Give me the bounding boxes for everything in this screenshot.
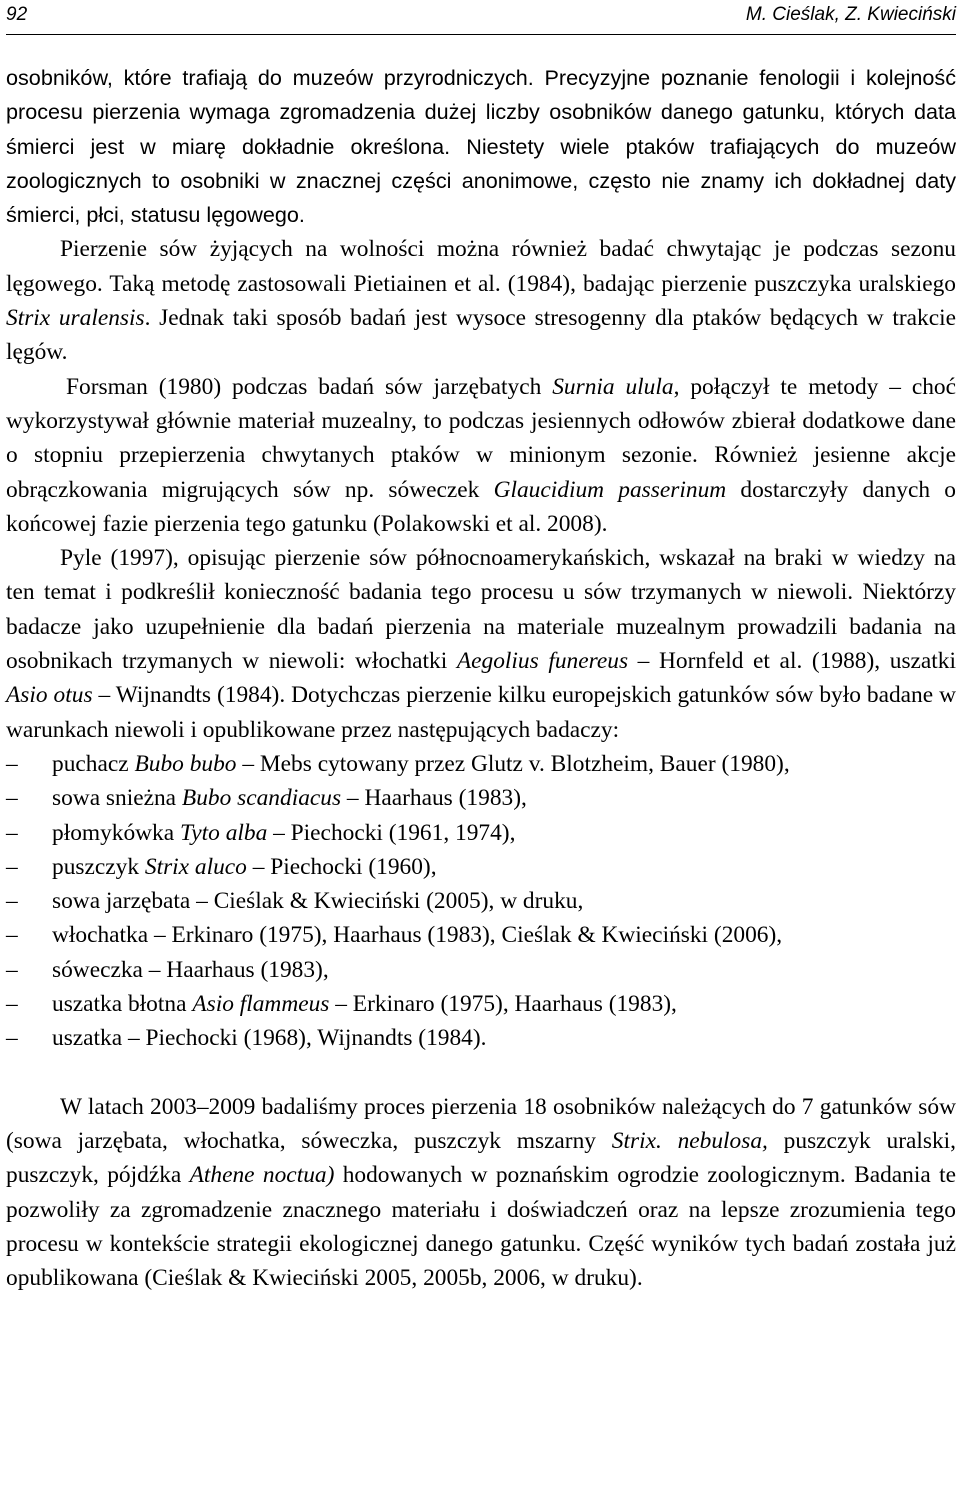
p5-species-1: Strix. nebulosa,: [611, 1127, 768, 1154]
list-item-text: puszczyk: [52, 853, 145, 880]
list-item-species: Asio flammeus: [192, 991, 330, 1018]
paragraph-4: [6, 541, 956, 747]
p5-text-c: puszczyk uralski, puszczyk, pójdźka: [6, 1127, 957, 1189]
paragraph-5: [6, 1090, 956, 1296]
list-item-text: sowa jarzębata – Cieślak & Kwieciński (2005), w druku,: [52, 888, 584, 915]
list-item-species: Tyto alba: [180, 819, 268, 846]
p4-text-c: – Hornfeld et al. (1988), uszatki: [628, 648, 956, 675]
list-item-species: Strix aluco: [144, 853, 247, 880]
list-item-text: puchacz: [52, 750, 135, 777]
p2-text-c: . Jednak taki sposób badań jest wysoce stresogenny dla ptaków będących w trakcie lęgów.: [6, 305, 956, 366]
list-dash: –: [6, 991, 18, 1018]
list-item: [6, 781, 956, 815]
list-item: [6, 1021, 956, 1055]
list-item-text: płomykówka: [52, 819, 180, 846]
p2-text-a: Pierzenie sów żyjących na wolności można również badać chwytając je podczas sezonu lęgowego. Taką metodę zastosowali Pietiainen et al. (1984), badając pierzenie puszczyka uralskiego: [6, 236, 956, 297]
list-item-ref: – Mebs cytowany przez Glutz v. Blotzheim, Bauer (1980),: [236, 750, 790, 777]
list-item-ref: – Piechocki (1960),: [246, 853, 437, 880]
paragraph-1: [6, 61, 956, 232]
running-head: M. Cieślak, Z. Kwieciński: [745, 4, 956, 25]
list-item: [6, 918, 956, 952]
p4-species-2: Asio otus: [6, 682, 93, 709]
page-header: [6, 0, 956, 35]
list-item: [6, 747, 956, 781]
paragraph-gap: [6, 1056, 956, 1090]
list-item-text: sowa snieżna: [52, 785, 182, 812]
list-item-ref: – Piechocki (1961, 1974),: [267, 819, 516, 846]
p5-text-a: W latach 2003–2009 badaliśmy proces pierzenia 18 osobników należących do 7 gatunków sów (sowa jarzębata, włochatka, sóweczka, puszczyk mszarny: [6, 1093, 956, 1154]
p3-text-c: , połączył te metody – choć wykorzystywał głównie materiał muzealny, to podczas jesiennych odłowów zbierał dodatkowe dane o stopniu przepierzenia chwytanych ptaków w minionym sezonie. Również jesienne akcje obrączkowania migrujących sów np. sóweczek: [6, 373, 956, 503]
p3-text-a: Forsman (1980) podczas badań sów jarzębatych: [66, 373, 553, 400]
list-dash: –: [6, 785, 18, 812]
p4-text-a: Pyle (1997), opisując pierzenie sów północnoamerykańskich, wskazał na braki w wiedzy na ten temat i podkreślił konieczność badania tego procesu u sów trzymanych w niewoli. Niektórzy badacze jako uzupełnienie dla badań pierzenia na materiale muzealnym prowadzili badania na osobnikach trzymanych w niewoli: włochatki: [6, 545, 956, 675]
list-item-species: Bubo scandiacus: [181, 785, 342, 812]
list-dash: –: [6, 956, 18, 983]
body-text: [6, 61, 956, 1295]
list-item: [6, 850, 956, 884]
p2-species: Strix uralensis: [6, 305, 145, 332]
list-dash: –: [6, 1025, 18, 1052]
p3-species-1: Surnia ulula: [552, 373, 674, 400]
list-dash: –: [6, 922, 18, 949]
list-item-text: uszatka błotna: [52, 991, 193, 1018]
paragraph-2: [6, 232, 956, 369]
list-item: [6, 987, 956, 1021]
list-item: [6, 953, 956, 987]
p5-text-e: hodowanych w poznańskim ogrodzie zoologicznym. Badania te pozwoliły za zgromadzenie znacznego materiału i doświadczeń oraz na lepsze zrozumienia tego procesu w kontekście strategii ekologicznej danego gatunku. Część wyników tych badań została już opublikowana (Cieślak & Kwieciński 2005, 2005b, 2006, w druku).: [6, 1162, 956, 1292]
list-item-text: włochatka – Erkinaro (1975), Haarhaus (1983), Cieślak & Kwieciński (2006),: [52, 922, 783, 949]
list-item-ref: – Haarhaus (1983),: [341, 785, 527, 812]
paragraph-3: [6, 370, 956, 541]
p4-species-1: Aegolius funereus: [456, 648, 629, 675]
p3-text-e: dostarczyły danych o końcowej fazie pierzenia tego gatunku (Polakowski et al. 2008).: [6, 476, 956, 537]
list-item-text: uszatka – Piechocki (1968), Wijnandts (1984).: [52, 1025, 487, 1052]
list-item: [6, 884, 956, 918]
list-item-species: Bubo bubo: [134, 750, 237, 777]
list-item-ref: – Erkinaro (1975), Haarhaus (1983),: [329, 991, 677, 1018]
list-dash: –: [6, 888, 18, 915]
list-dash: –: [6, 853, 18, 880]
p4-text-e: – Wijnandts (1984). Dotychczas pierzenie kilku europejskich gatunków sów było badane w warunkach niewoli i opublikowane przez następujących badaczy:: [6, 682, 956, 743]
list-dash: –: [6, 819, 18, 846]
page: [6, 0, 956, 1295]
p3-species-2: Glaucidium passerinum: [493, 476, 727, 503]
page-number: 92: [6, 4, 28, 25]
list-item: [6, 816, 956, 850]
species-list: [6, 747, 956, 1056]
paragraph-1-text: osobników, które trafiają do muzeów przyrodniczych. Precyzyjne poznanie fenologii i kolejność procesu pierzenia wymaga zgromadzenia dużej liczby osobników danego gatunku, których data śmierci jest w miarę dokładnie określona. Niestety wiele ptaków trafiających do muzeów zoologicznych to osobniki w znacznej części anonimowe, często nie znamy ich dokładnej daty śmierci, płci, statusu lęgowego.: [6, 65, 956, 228]
list-item-text: sóweczka – Haarhaus (1983),: [52, 956, 329, 983]
p5-species-2: Athene noctua): [189, 1162, 335, 1189]
list-dash: –: [6, 750, 18, 777]
